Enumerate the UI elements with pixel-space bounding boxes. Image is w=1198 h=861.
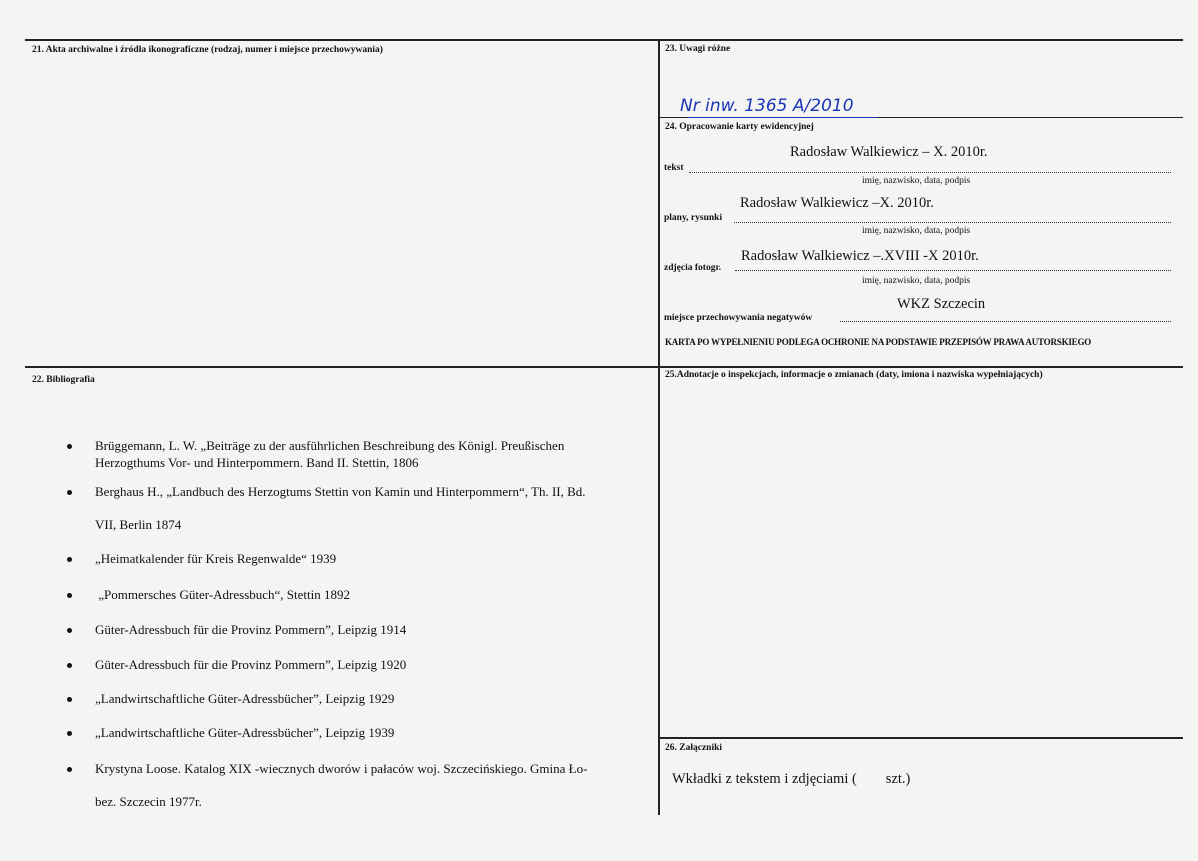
column-divider <box>658 39 660 815</box>
copyright-notice: KARTA PO WYPEŁNIENIU PODLEGA OCHRONIE NA PODSTAWIE PRZEPISÓW PRAWA AUTORSKIEGO <box>665 337 1092 347</box>
bullet-icon <box>67 490 72 495</box>
bullet-icon <box>67 697 72 702</box>
photos-author-value: Radosław Walkiewicz –.XVIII -X 2010r. <box>741 248 979 264</box>
bibliography-item: Brüggemann, L. W. „Beiträge zu der ausführlichen Beschreibung des Königl. Preußischen Herzogthums Vor- und Hinterpommern. Band II. Stettin, 1806 <box>95 438 565 470</box>
bibliography-item: „Pommersches Güter-Adressbuch“, Stettin 1892 <box>95 587 350 602</box>
text-author-dotted-line <box>689 172 1171 173</box>
bibliography-item: „Landwirtschaftliche Güter-Adressbücher”, Leipzig 1939 <box>95 725 395 740</box>
bullet-icon <box>67 767 72 772</box>
bibliography-item: Berghaus H., „Landbuch des Herzogtums Stettin von Kamin und Hinterpommern“, Th. II, Bd. VII, Berlin 1874 <box>95 484 586 532</box>
section24-header: 24. Opracowanie karty ewidencyjnej <box>665 122 814 132</box>
inventory-number-handwritten: Nr inw. 1365 A/2010 <box>680 96 854 116</box>
text-author-value: Radosław Walkiewicz – X. 2010r. <box>790 144 988 160</box>
plans-author-caption: imię, nazwisko, data, podpis <box>862 226 971 236</box>
bullet-icon <box>67 628 72 633</box>
section21-header: 21. Akta archiwalne i źródła ikonograficzne (rodzaj, numer i miejsce przechowywania) <box>32 45 383 55</box>
text-author-caption: imię, nazwisko, data, podpis <box>862 176 971 186</box>
section22-header: 22. Bibliografia <box>32 375 95 385</box>
bibliography-item: „Heimatkalender für Kreis Regenwalde“ 1939 <box>95 551 337 566</box>
bibliography-item: Güter-Adressbuch für die Provinz Pommern”, Leipzig 1914 <box>95 622 407 637</box>
top-border <box>25 39 1183 41</box>
photos-author-label: zdjęcia fotogr. <box>664 263 722 273</box>
negatives-location-label: miejsce przechowywania negatywów <box>664 313 813 323</box>
bibliography-item: Krystyna Loose. Katalog XIX -wiecznych dworów i pałaców woj. Szczecińskiego. Gmina Ło- bez. Szczecin 1977r. <box>95 761 588 809</box>
plans-author-value: Radosław Walkiewicz –X. 2010r. <box>740 195 934 211</box>
bullet-icon <box>67 593 72 598</box>
attachments-text: Wkładki z tekstem i zdjęciami ( szt.) <box>672 771 911 787</box>
section25-header: 25.Adnotacje o inspekcjach, informacje o zmianach (daty, imiona i nazwiska wypełniających) <box>665 370 1043 380</box>
photos-author-dotted-line <box>735 270 1171 271</box>
negatives-location-dotted-line <box>840 321 1171 322</box>
section26-header: 26. Załączniki <box>665 743 723 753</box>
bullet-icon <box>67 444 72 449</box>
middle-border <box>25 366 1183 368</box>
bullet-icon <box>67 557 72 562</box>
section23-header: 23. Uwagi różne <box>665 44 731 54</box>
inventory-number-underline <box>688 117 878 118</box>
section26-top-border <box>660 737 1183 739</box>
bullet-icon <box>67 731 72 736</box>
photos-author-caption: imię, nazwisko, data, podpis <box>862 276 971 286</box>
bibliography-item: Güter-Adressbuch für die Provinz Pommern”, Leipzig 1920 <box>95 657 407 672</box>
bibliography-item: „Landwirtschaftliche Güter-Adressbücher”, Leipzig 1929 <box>95 691 395 706</box>
plans-author-label: plany, rysunki <box>664 213 723 223</box>
text-author-label: tekst <box>664 163 684 173</box>
bullet-icon <box>67 663 72 668</box>
plans-author-dotted-line <box>734 222 1171 223</box>
negatives-location-value: WKZ Szczecin <box>897 296 986 312</box>
